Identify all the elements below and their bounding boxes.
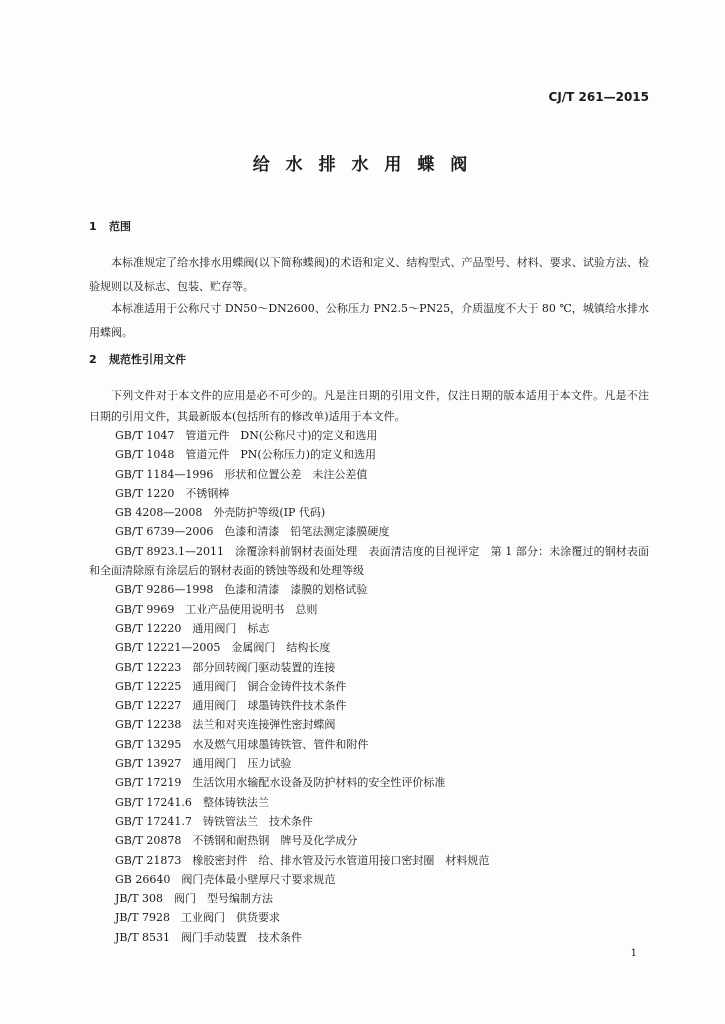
reference-item: GB/T 17219 生活饮用水输配水设备及防护材料的安全性评价标准 (115, 776, 446, 790)
reference-item: GB/T 13295 水及燃气用球墨铸铁管、管件和附件 (115, 737, 369, 751)
section-1-title: 范围 (109, 220, 131, 233)
section-2-title: 规范性引用文件 (109, 353, 186, 366)
section-2-heading (89, 351, 186, 367)
reference-item: GB/T 21873 橡胶密封件 给、排水管及污水管道用接口密封圈 材料规范 (115, 853, 490, 867)
reference-item: GB/T 20878 不锈钢和耐热钢 牌号及化学成分 (115, 834, 358, 848)
standard-code: CJ/T 261—2015 (548, 90, 649, 104)
reference-item: GB 26640 阀门壳体最小壁厚尺寸要求规范 (115, 872, 336, 886)
scope-paragraph-2: 本标准适用于公称尺寸 DN50～DN2600、公称压力 PN2.5～PN25，介质温度不大于 80 ℃，城镇给水排水用蝶阀。 (89, 302, 649, 339)
reference-item: GB/T 6739—2006 色漆和清漆 铅笔法测定漆膜硬度 (115, 525, 390, 539)
section-1-heading (89, 218, 131, 234)
reference-item: GB/T 1184—1996 形状和位置公差 未注公差值 (115, 467, 368, 481)
section-1-number: 1 (89, 220, 97, 233)
page-number: 1 (630, 948, 637, 959)
scope-paragraph-1: 本标准规定了给水排水用蝶阀(以下简称蝶阀)的术语和定义、结构型式、产品型号、材料、要求、试验方法、检验规则以及标志、包装、贮存等。 (89, 256, 649, 293)
reference-item: GB/T 1220 不锈钢棒 (115, 486, 230, 500)
reference-item: GB/T 12238 法兰和对夹连接弹性密封蝶阀 (115, 718, 336, 732)
section-2-number: 2 (89, 353, 97, 366)
reference-item: GB/T 9286—1998 色漆和清漆 漆膜的划格试验 (115, 583, 368, 597)
reference-item: JB/T 8531 阀门手动装置 技术条件 (115, 930, 303, 944)
reference-item: GB/T 12227 通用阀门 球墨铸铁件技术条件 (115, 699, 347, 713)
reference-item: GB/T 12225 通用阀门 铜合金铸件技术条件 (115, 679, 347, 693)
reference-item: GB/T 13927 通用阀门 压力试验 (115, 757, 292, 771)
reference-item: GB/T 17241.6 整体铸铁法兰 (115, 795, 269, 809)
reference-item: GB/T 12220 通用阀门 标志 (115, 621, 270, 635)
reference-item: GB/T 12221—2005 金属阀门 结构长度 (115, 641, 331, 655)
document-title: 给 水 排 水 用 蝶 阀 (252, 155, 473, 175)
reference-item: GB/T 1047 管道元件 DN(公称尺寸)的定义和选用 (115, 429, 378, 442)
reference-item: JB/T 308 阀门 型号编制方法 (115, 892, 274, 906)
reference-item: JB/T 7928 工业阀门 供货要求 (115, 911, 281, 925)
reference-item: GB/T 8923.1—2011 涂覆涂料前钢材表面处理 表面清洁度的目视评定 第 1 部分：未涂覆过的钢材表面和全面清除原有涂层后的钢材表面的锈蚀等级和处理等级 (89, 544, 649, 578)
normative-references-list (89, 426, 649, 947)
reference-item: GB/T 17241.7 铸铁管法兰 技术条件 (115, 814, 313, 828)
reference-item: GB/T 9969 工业产品使用说明书 总则 (115, 602, 318, 616)
reference-item: GB/T 12223 部分回转阀门驱动装置的连接 (115, 660, 336, 674)
reference-item: GB 4208—2008 外壳防护等级(IP 代码) (115, 506, 326, 520)
reference-item: GB/T 1048 管道元件 PN(公称压力)的定义和选用 (115, 448, 377, 462)
references-intro: 下列文件对于本文件的应用是必不可少的。凡是注日期的引用文件，仅注日期的版本适用于本文件。凡是不注日期的引用文件，其最新版本(包括所有的修改单)适用于本文件。 (89, 389, 649, 423)
